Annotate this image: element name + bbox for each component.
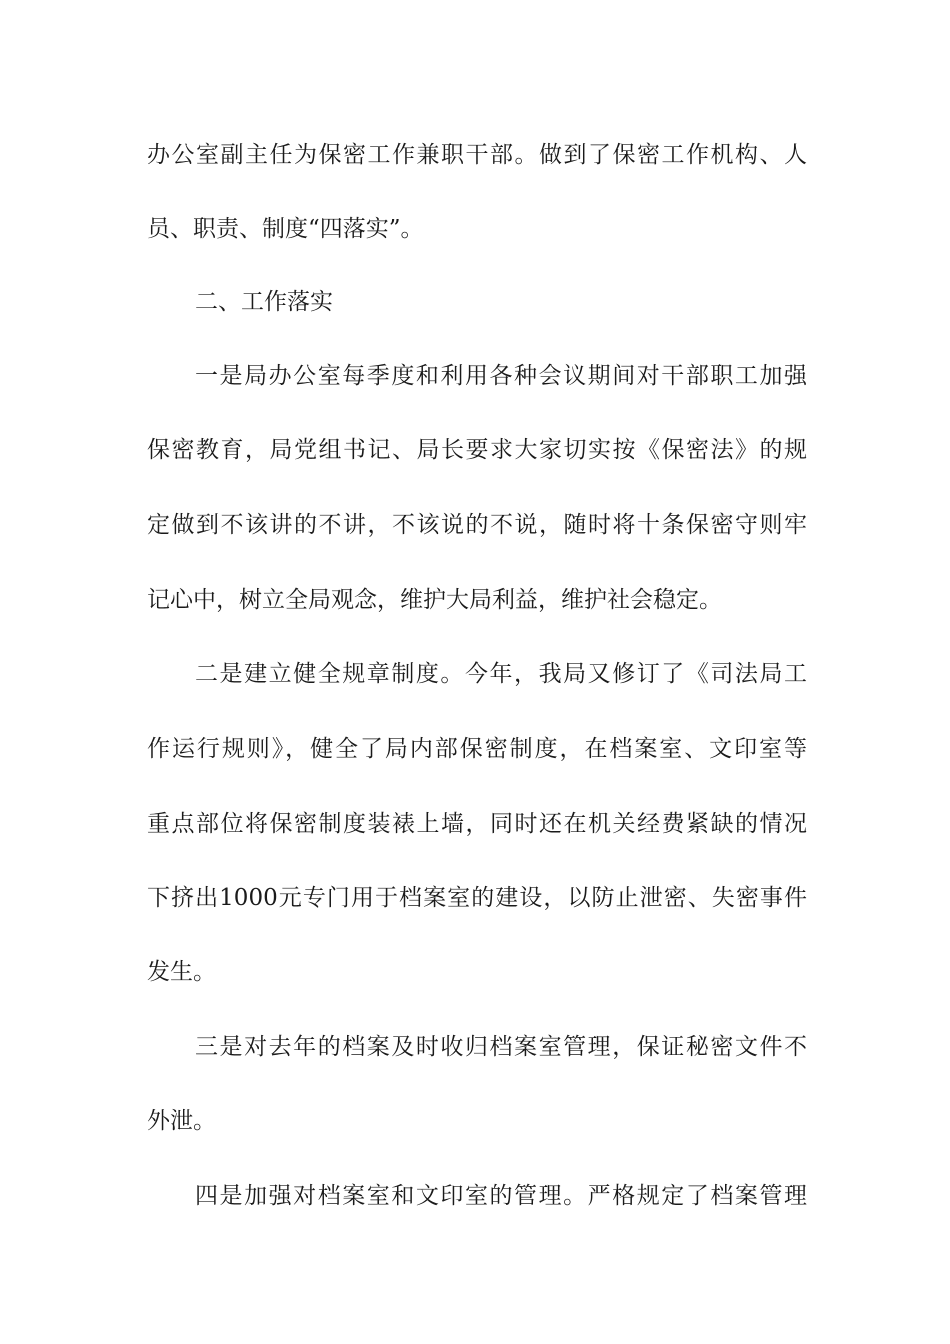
- text-line-15: 四是加强对档案室和文印室的管理。严格规定了档案管理: [195, 1183, 807, 1209]
- text-line-11: 下挤出1000元专门用于档案室的建设，以防止泄密、失密事件: [147, 885, 807, 911]
- text-line-8: 二是建立健全规章制度。今年，我局又修订了《司法局工: [195, 661, 807, 687]
- text-line-4: 一是局办公室每季度和利用各种会议期间对干部职工加强: [195, 363, 807, 389]
- text-line-7: 记心中，树立全局观念，维护大局利益，维护社会稳定。: [147, 587, 722, 613]
- text-line-13: 三是对去年的档案及时收归档案室管理，保证秘密文件不: [195, 1034, 807, 1060]
- text-line-9: 作运行规则》，健全了局内部保密制度，在档案室、文印室等: [147, 736, 807, 762]
- text-line-12: 发生。: [147, 959, 216, 985]
- text-line-6: 定做到不该讲的不讲，不该说的不说，随时将十条保密守则牢: [147, 512, 807, 538]
- section-heading: 二、工作落实: [195, 289, 333, 315]
- text-line-5: 保密教育，局党组书记、局长要求大家切实按《保密法》的规: [147, 437, 807, 463]
- text-line-14: 外泄。: [147, 1108, 216, 1134]
- text-line-10: 重点部位将保密制度装裱上墙，同时还在机关经费紧缺的情况: [147, 811, 807, 837]
- text-line-1: 办公室副主任为保密工作兼职干部。做到了保密工作机构、人: [147, 142, 807, 168]
- text-line-2: 员、职责、制度“四落实”。: [147, 216, 424, 242]
